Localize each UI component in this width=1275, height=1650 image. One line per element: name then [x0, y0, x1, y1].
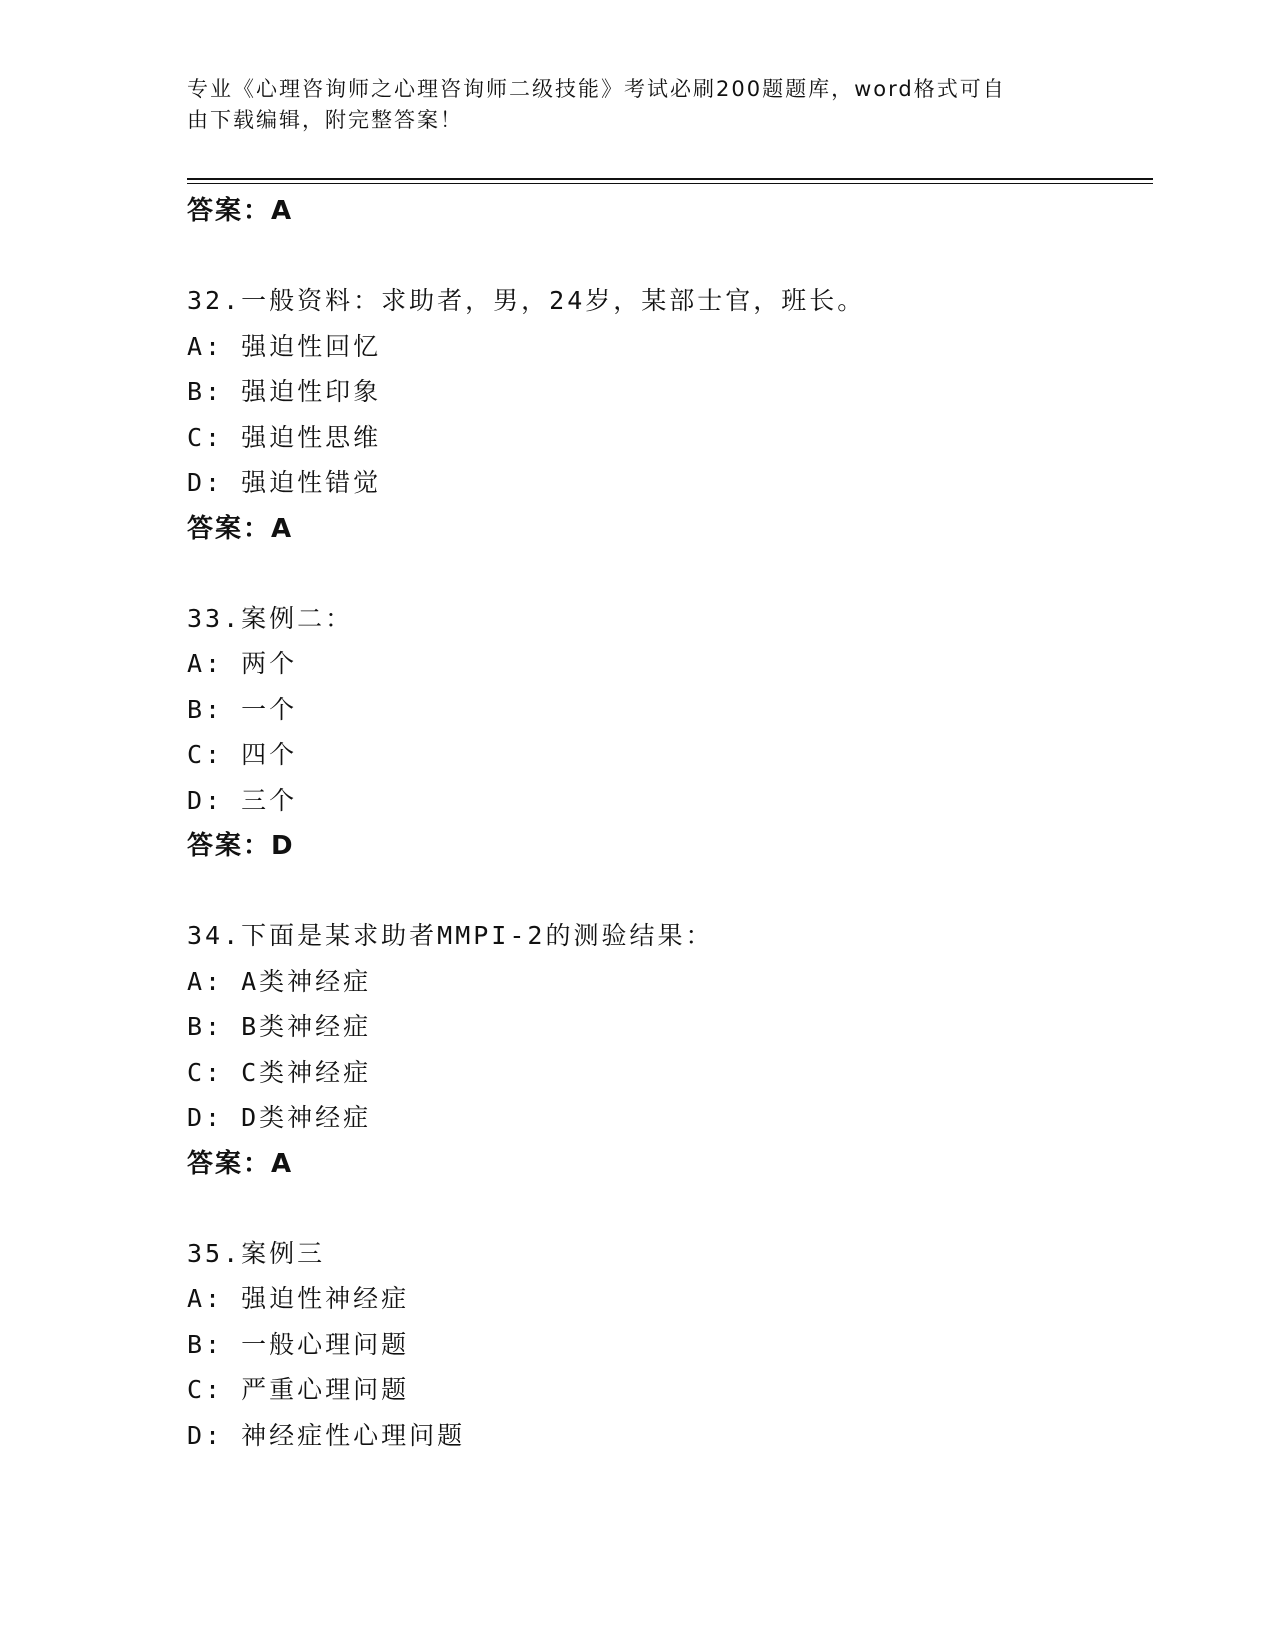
option-d	[187, 460, 1153, 506]
option-text: 强迫性回忆	[241, 331, 382, 361]
option-letter: C:	[187, 422, 224, 452]
question-stem: 32.一般资料：求助者，男，24岁，某部士官，班长。	[187, 286, 866, 315]
option-c	[187, 732, 1153, 778]
option-text: 强迫性错觉	[241, 468, 382, 497]
option-text: A类神经症	[241, 966, 372, 996]
question-stem: 35.案例三	[187, 1238, 326, 1268]
option-c	[187, 415, 1153, 461]
option-c	[187, 1050, 1153, 1096]
option-text: 严重心理问题	[241, 1375, 410, 1404]
option-text: 四个	[241, 740, 298, 769]
answer-line: 答案：A	[187, 1148, 294, 1179]
question-35	[187, 1231, 1153, 1459]
option-letter: B:	[187, 1012, 224, 1041]
option-letter: A:	[187, 331, 224, 361]
option-d	[187, 1095, 1153, 1141]
option-c	[187, 1367, 1153, 1413]
option-a	[187, 324, 1153, 370]
option-letter: B:	[187, 694, 224, 724]
option-letter: D:	[187, 785, 224, 815]
option-d	[187, 1413, 1153, 1459]
option-letter: C:	[187, 740, 224, 769]
answer-line: 答案：A	[187, 513, 294, 544]
option-text: B类神经症	[241, 1012, 372, 1041]
option-a	[187, 959, 1153, 1005]
option-text: 三个	[241, 785, 298, 815]
option-letter: D:	[187, 468, 224, 497]
option-b	[187, 1322, 1153, 1368]
option-letter: D:	[187, 1103, 224, 1132]
option-text: 强迫性思维	[241, 422, 382, 452]
option-b	[187, 1004, 1153, 1050]
option-letter: A:	[187, 649, 224, 678]
document-header	[187, 74, 1067, 136]
option-b	[187, 369, 1153, 415]
document-body	[187, 188, 1153, 1502]
header-rule-thick	[187, 178, 1153, 180]
option-letter: C:	[187, 1057, 224, 1087]
option-text: 强迫性印象	[241, 377, 382, 406]
option-a	[187, 641, 1153, 687]
option-text: D类神经症	[241, 1103, 372, 1132]
answer-line: 答案：D	[187, 831, 295, 861]
option-letter: A:	[187, 1284, 224, 1313]
option-letter: B:	[187, 377, 224, 406]
option-letter: C:	[187, 1375, 224, 1404]
option-text: 强迫性神经症	[241, 1284, 410, 1313]
option-text: C类神经症	[241, 1057, 372, 1087]
header-rule-thin	[187, 183, 1153, 184]
option-text: 两个	[241, 649, 298, 678]
question-stem: 34.下面是某求助者MMPI-2的测验结果：	[187, 921, 714, 950]
answer-line-31: 答案：A	[187, 196, 294, 226]
question-32	[187, 278, 1153, 552]
question-34	[187, 913, 1153, 1187]
option-a	[187, 1276, 1153, 1322]
option-b	[187, 687, 1153, 733]
option-text: 一般心理问题	[241, 1329, 410, 1359]
option-d	[187, 778, 1153, 824]
option-letter: D:	[187, 1420, 224, 1450]
header-line-2: 由下载编辑，附完整答案！	[187, 108, 463, 132]
question-33	[187, 596, 1153, 870]
option-letter: A:	[187, 966, 224, 996]
option-text: 一个	[241, 694, 298, 724]
header-line-1: 专业《心理咨询师之心理咨询师二级技能》考试必刷200题题库，word格式可自	[187, 77, 1006, 101]
option-letter: B:	[187, 1329, 224, 1359]
question-stem: 33.案例二：	[187, 603, 354, 633]
option-text: 神经症性心理问题	[241, 1420, 466, 1450]
